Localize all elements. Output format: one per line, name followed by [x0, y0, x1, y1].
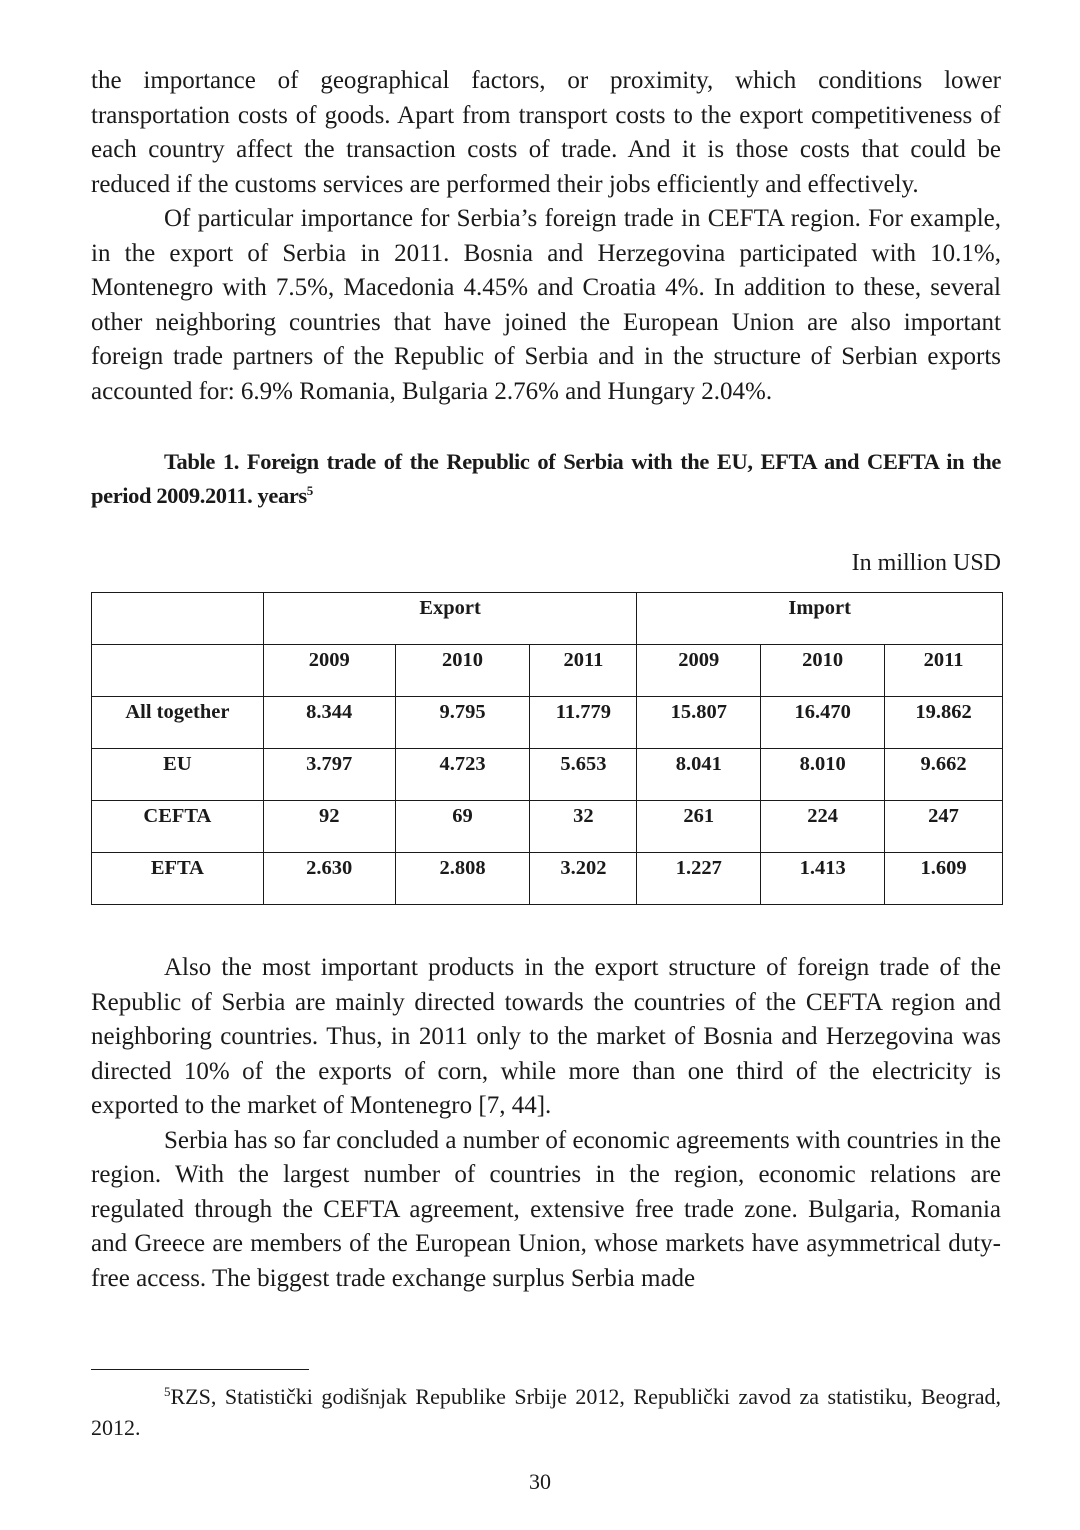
year-header: 2009	[637, 645, 761, 697]
table-year-corner-cell	[92, 645, 264, 697]
table-cell: 2.630	[263, 853, 395, 905]
table-caption	[91, 445, 1001, 513]
table-cell: 11.779	[530, 697, 637, 749]
table-cell: 1.609	[885, 853, 1003, 905]
section-after-table	[91, 951, 1001, 1296]
row-label: EFTA	[92, 853, 264, 905]
table-cell: 3.202	[530, 853, 637, 905]
year-header: 2010	[761, 645, 885, 697]
table-cell: 15.807	[637, 697, 761, 749]
row-label: CEFTA	[92, 801, 264, 853]
page-number: 30	[529, 1469, 551, 1494]
table-caption-text: Table 1. Foreign trade of the Republic of Serbia with the EU, EFTA and CEFTA in the period 2009.2011. years	[91, 449, 1001, 508]
footnote-text: RZS, Statistički godišnjak Republike Srbije 2012, Republički zavod za statistiku, Beograd, 2012.	[91, 1384, 1001, 1440]
year-header: 2011	[530, 645, 637, 697]
table-cell: 261	[637, 801, 761, 853]
footnote-divider	[91, 1369, 309, 1370]
year-header: 2010	[395, 645, 530, 697]
row-label: All together	[92, 697, 264, 749]
table-caption-footnote-ref: 5	[306, 483, 313, 498]
year-header: 2009	[263, 645, 395, 697]
table-cell: 69	[395, 801, 530, 853]
year-header: 2011	[885, 645, 1003, 697]
paragraph-economic-agreements: Serbia has so far concluded a number of economic agreements with countries in the region. With the largest number of countries in the region, economic relations are regulated through the CEFTA agreement, extensive free trade zone. Bulgaria, Romania and Greece are members of the European Union, whose markets have asymmetrical duty-free access. The biggest trade exchange surplus Serbia made	[91, 1126, 1001, 1292]
table-cell: 224	[761, 801, 885, 853]
table-corner-cell	[92, 593, 264, 645]
table-cell: 16.470	[761, 697, 885, 749]
footnote	[91, 1381, 1001, 1443]
table-cell: 8.041	[637, 749, 761, 801]
page-body	[91, 64, 1001, 1296]
footnote-marker: 5	[164, 1384, 171, 1399]
table-row	[92, 697, 1003, 749]
table-cell: 2.808	[395, 853, 530, 905]
table-cell: 1.227	[637, 853, 761, 905]
table-group-header-row	[92, 593, 1003, 645]
table-cell: 3.797	[263, 749, 395, 801]
paragraph-export-products: Also the most important products in the export structure of foreign trade of the Republic of Serbia are mainly directed towards the countries of the CEFTA region and neighboring countries. Thus, in 2011 only to the market of Bosnia and Herzegovina was directed 10% of the exports of corn, while more than one third of the electricity is exported to the market of Montenegro [7, 44].	[91, 954, 1001, 1119]
table-cell: 4.723	[395, 749, 530, 801]
table-cell: 92	[263, 801, 395, 853]
table-cell: 9.662	[885, 749, 1003, 801]
table-cell: 19.862	[885, 697, 1003, 749]
table-cell: 8.344	[263, 697, 395, 749]
table-cell: 5.653	[530, 749, 637, 801]
group-header-export: Export	[263, 593, 637, 645]
table-cell: 9.795	[395, 697, 530, 749]
paragraph-geography: the importance of geographical factors, or proximity, which conditions lower transportation costs of goods. Apart from transport costs to the export competitiveness of each country affect the transaction costs of trade. And it is those costs that could be reduced if the customs services are performed their jobs efficiently and effectively.	[91, 67, 1001, 198]
table-year-header-row	[92, 645, 1003, 697]
table-cell: 8.010	[761, 749, 885, 801]
table-cell: 1.413	[761, 853, 885, 905]
paragraph-cefta-importance: Of particular importance for Serbia’s foreign trade in CEFTA region. For example, in the export of Serbia in 2011. Bosnia and Herzegovina participated with 10.1%, Montenegro with 7.5%, Macedonia 4.45% and Croatia 4%. In addition to these, several other neighboring countries that have joined the European Union are also important foreign trade partners of the Republic of Serbia and in the structure of Serbian exports accounted for: 6.9% Romania, Bulgaria 2.76% and Hungary 2.04%.	[91, 205, 1001, 405]
row-label: EU	[92, 749, 264, 801]
table-row	[92, 801, 1003, 853]
table-row	[92, 749, 1003, 801]
group-header-import: Import	[637, 593, 1003, 645]
table-cell: 247	[885, 801, 1003, 853]
table-units: In million USD	[851, 550, 1001, 576]
foreign-trade-table	[91, 592, 1003, 905]
table-row	[92, 853, 1003, 905]
table-cell: 32	[530, 801, 637, 853]
